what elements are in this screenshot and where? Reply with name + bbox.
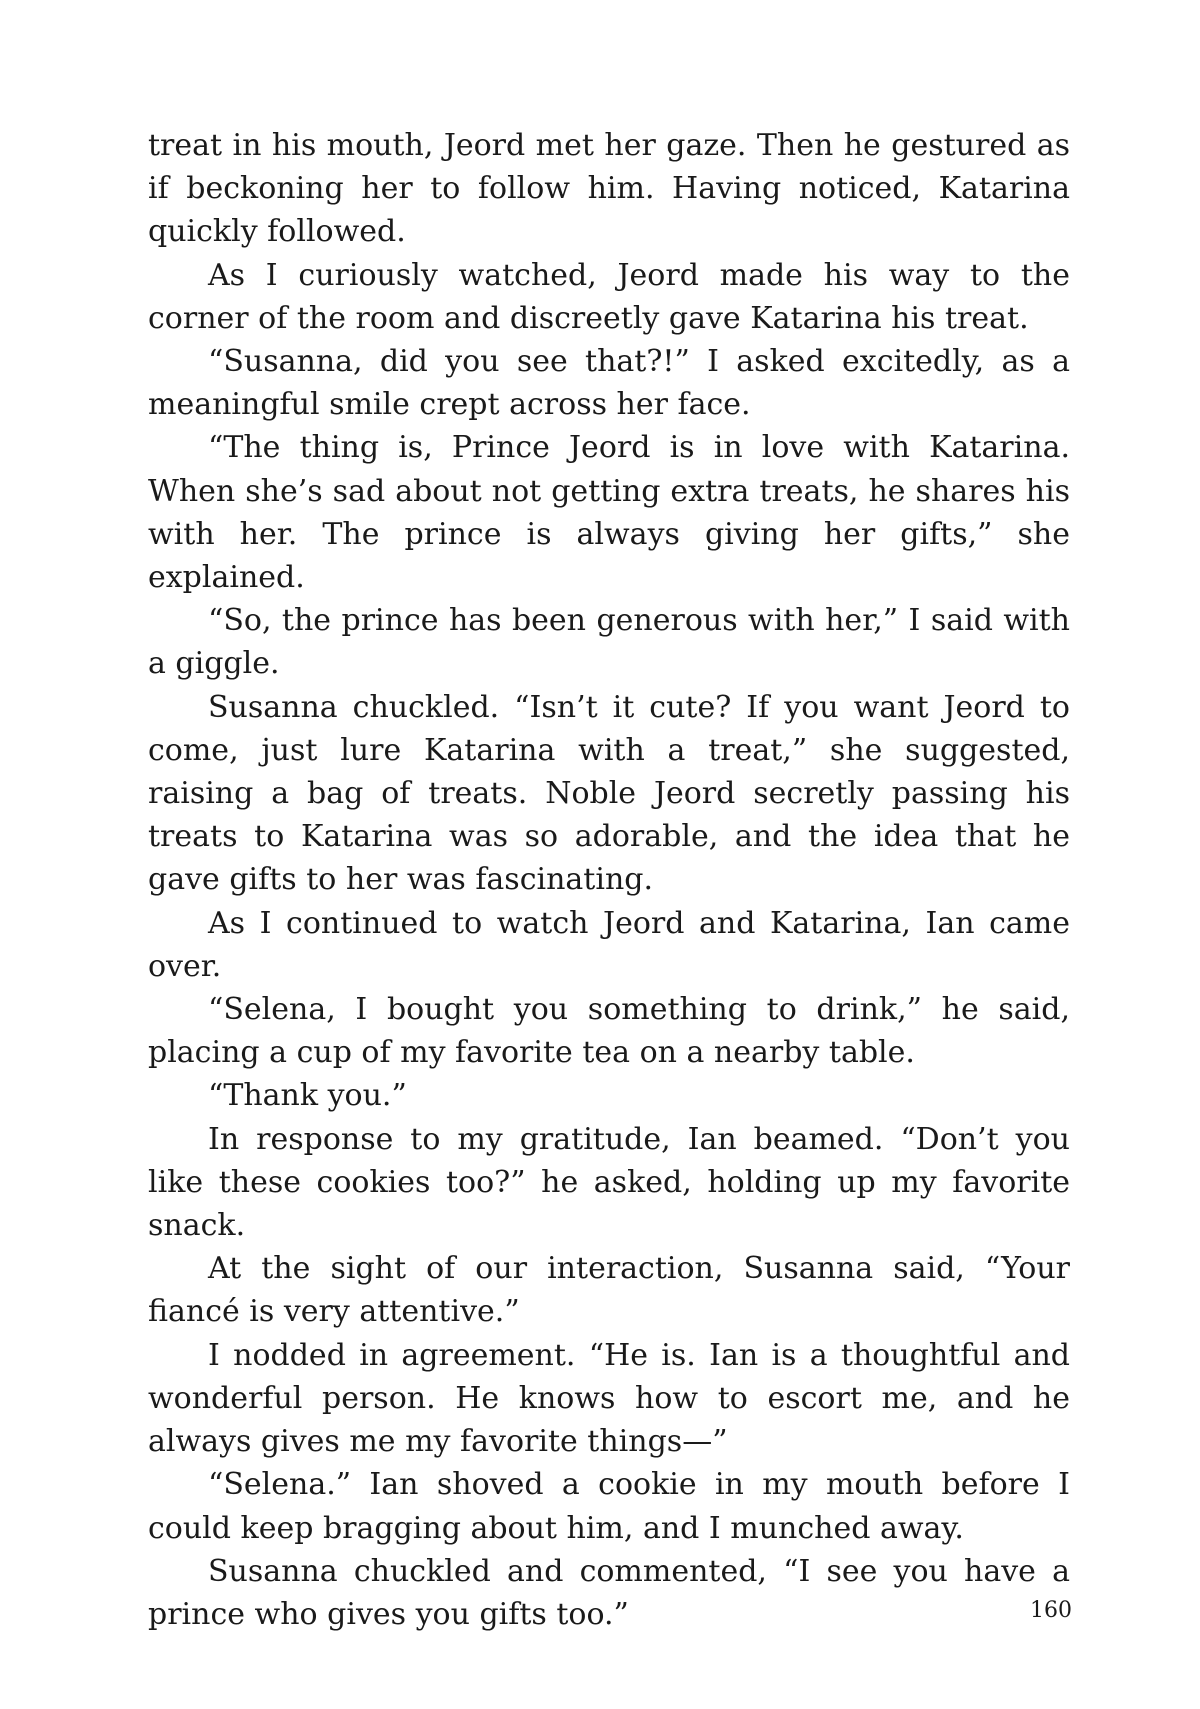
page-number: 160 xyxy=(1030,1598,1072,1623)
paragraph: “So, the prince has been generous with her,” I said with a giggle. xyxy=(148,603,1070,682)
paragraph: “Selena, I bought you something to drink,” he said, placing a cup of my favorite tea on a nearby table. xyxy=(148,992,1070,1071)
paragraph: “Thank you.” xyxy=(208,1078,407,1114)
paragraph: As I continued to watch Jeord and Katarina, Ian came over. xyxy=(148,905,1070,984)
paragraph: “The thing is, Prince Jeord is in love with Katarina. When she’s sad about not getting extra treats, he shares his with her. The prince is always giving her gifts,” she explained. xyxy=(148,430,1070,596)
paragraph: “Selena.” Ian shoved a cookie in my mouth before I could keep bragging about him, and I munched away. xyxy=(148,1467,1070,1546)
body-text xyxy=(148,124,1070,1636)
paragraph: As I curiously watched, Jeord made his way to the corner of the room and discreetly gave Katarina his treat. xyxy=(148,257,1070,336)
paragraph: In response to my gratitude, Ian beamed. “Don’t you like these cookies too?” he asked, holding up my favorite snack. xyxy=(148,1121,1070,1244)
paragraph: treat in his mouth, Jeord met her gaze. Then he gestured as if beckoning her to follow him. Having noticed, Katarina quickly followed. xyxy=(148,128,1070,250)
paragraph: I nodded in agreement. “He is. Ian is a thoughtful and wonderful person. He knows how to escort me, and he always gives me my favorite things—” xyxy=(148,1337,1070,1460)
paragraph: Susanna chuckled. “Isn’t it cute? If you want Jeord to come, just lure Katarina with a treat,” she suggested, raising a bag of treats. Noble Jeord secretly passing his treats to Katarina was so adorable, and the idea that he gave gifts to her was fascinating. xyxy=(148,689,1070,898)
paragraph: Susanna chuckled and commented, “I see you have a prince who gives you gifts too.” xyxy=(148,1553,1070,1632)
paragraph: “Susanna, did you see that?!” I asked excitedly, as a meaningful smile crept across her face. xyxy=(148,344,1070,423)
paragraph: At the sight of our interaction, Susanna said, “Your fiancé is very attentive.” xyxy=(148,1251,1070,1330)
